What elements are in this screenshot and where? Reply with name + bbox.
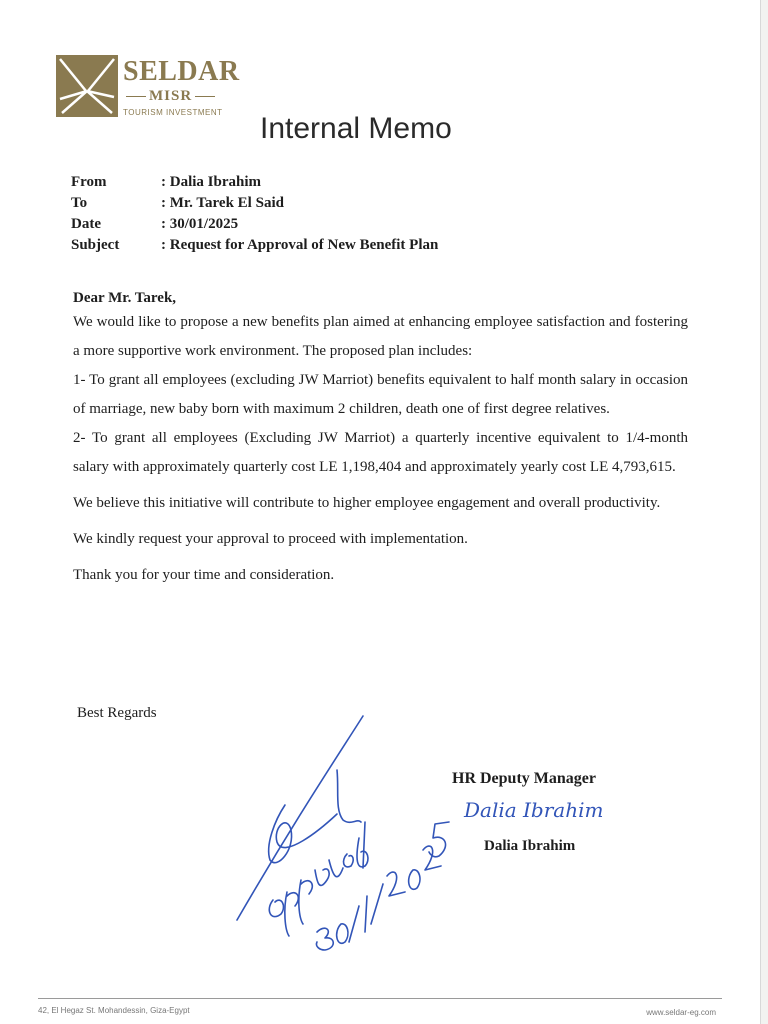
company-logo [56,55,256,125]
signer-name: Dalia Ibrahim [484,838,576,854]
meta-label: Subject [71,237,120,253]
footer-website: www.seldar-eg.com [646,1008,716,1017]
memo-body [73,288,688,590]
paragraph-thanks: Thank you for your time and consideration. [73,567,335,583]
meta-value: : 30/01/2025 [161,216,239,232]
logo-mark-icon [56,55,118,117]
footer-divider [38,998,722,999]
paragraph-item-1: 1- To grant all employees (excluding JW Marriot) benefits equivalent to half month salary in occasion of marriage, new baby born with maximum 2 children, death one of first degree relatives. [73,372,688,417]
memo-title: Internal Memo [260,112,452,145]
logo-sub: MISR [123,88,218,104]
paragraph-belief: We believe this initiative will contribute to higher employee engagement and overall productivity. [73,495,661,511]
meta-value: : Mr. Tarek El Said [161,195,284,211]
logo-tagline: TOURISM INVESTMENT [123,108,223,117]
salutation: Dear Mr. Tarek, [73,290,177,306]
handwritten-approval [225,710,455,960]
paragraph-item-2: 2- To grant all employees (Excluding JW Marriot) a quarterly incentive equivalent to 1/4-month salary with approximately quarterly cost LE 1,198,404 and approximately yearly cost LE 4,793,615. [73,430,688,475]
signer-title: HR Deputy Manager [452,770,596,787]
footer-address: 42, El Hegaz St. Mohandessin, Giza-Egypt [38,1006,190,1015]
meta-label: From [71,174,107,190]
meta-value: : Request for Approval of New Benefit Plan [161,237,439,253]
paragraph-intro: We would like to propose a new benefits plan aimed at enhancing employee satisfaction and fostering a more supportive work environment. The proposed plan includes: [73,314,688,359]
meta-label: To [71,195,88,211]
closing-regards: Best Regards [77,705,157,721]
signature-block [452,770,692,854]
logo-name: SELDAR [123,56,240,87]
paragraph-request: We kindly request your approval to proceed with implementation. [73,531,468,547]
meta-label: Date [71,216,101,232]
meta-value: : Dalia Ibrahim [161,174,262,190]
handwritten-signature: Dalia Ibrahim [464,798,604,822]
